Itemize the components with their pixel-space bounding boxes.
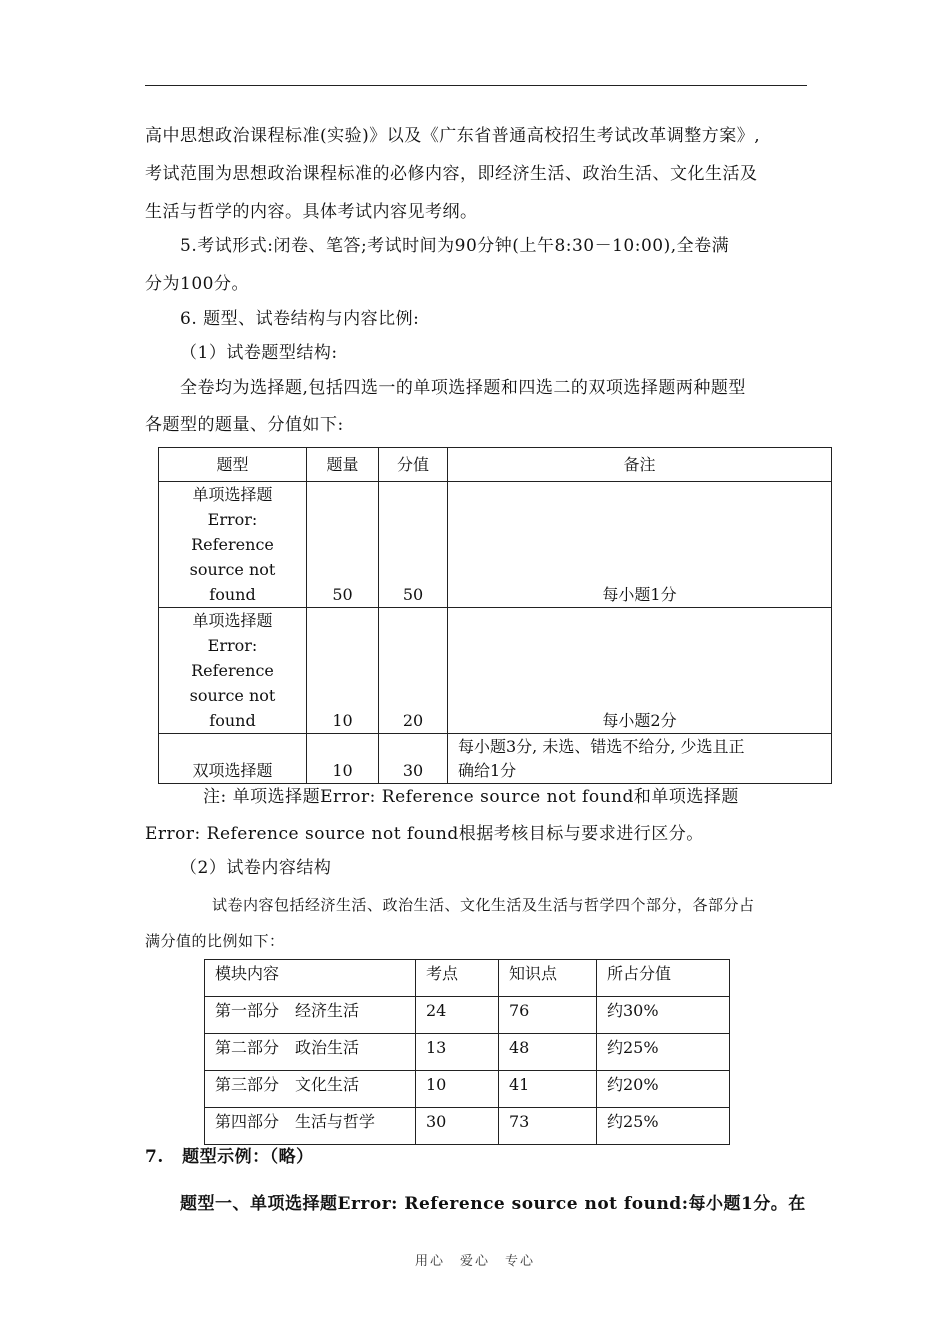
column-header: 备注 — [448, 448, 832, 482]
paragraph-line: 各题型的题量、分值如下: — [145, 415, 344, 435]
paragraph-line: 生活与哲学的内容。具体考试内容见考纲。 — [145, 202, 478, 222]
sub-heading: （2）试卷内容结构 — [180, 858, 332, 878]
table-header-row — [205, 960, 730, 997]
table-note: 注: 单项选择题Error: Reference source not found和单项选择题 — [203, 787, 739, 807]
knowledge-cell: 76 — [499, 997, 597, 1034]
score-cell: 20 — [379, 608, 448, 734]
share-cell: 约20% — [597, 1071, 730, 1108]
type-line: source not — [189, 686, 276, 705]
table-note: Error: Reference source not found根据考核目标与要求进行区分。 — [145, 824, 704, 844]
score-cell: 50 — [379, 482, 448, 608]
type-line: Error: — [207, 636, 258, 655]
score-cell: 30 — [379, 734, 448, 784]
header-rule — [145, 85, 807, 86]
knowledge-cell: 41 — [499, 1071, 597, 1108]
exam-format-line: 5.考试形式:闭卷、笔答;考试时间为90分钟(上午8:30－10:00),全卷满 — [180, 236, 730, 256]
table-row — [159, 734, 832, 784]
type-line: found — [209, 585, 256, 604]
table-row — [159, 482, 832, 608]
count-cell: 10 — [307, 734, 379, 784]
paragraph-line: 考试范围为思想政治课程标准的必修内容，即经济生活、政治生活、文化生活及 — [145, 164, 758, 184]
table-row — [205, 1108, 730, 1145]
column-header: 模块内容 — [205, 960, 416, 997]
share-cell: 约25% — [597, 1034, 730, 1071]
type-line: Reference — [191, 535, 274, 554]
column-header: 考点 — [416, 960, 499, 997]
question-type-table — [158, 447, 832, 784]
section-heading: 6. 题型、试卷结构与内容比例: — [180, 309, 420, 329]
section-title: 题型示例：（略） — [182, 1147, 314, 1167]
column-header: 题型 — [159, 448, 307, 482]
points-cell: 13 — [416, 1034, 499, 1071]
example-heading: 题型一、单项选择题Error: Reference source not found:每小题1分。在 — [180, 1194, 806, 1214]
column-header: 所占分值 — [597, 960, 730, 997]
question-type-cell: 双项选择题 — [159, 734, 307, 784]
column-header: 分值 — [379, 448, 448, 482]
section-heading — [145, 1147, 314, 1167]
knowledge-cell: 48 — [499, 1034, 597, 1071]
share-cell: 约25% — [597, 1108, 730, 1145]
paragraph-line: 分为100分。 — [145, 274, 249, 294]
type-line: found — [209, 711, 256, 730]
type-line: Error: — [207, 510, 258, 529]
type-line: 单项选择题 — [192, 611, 273, 630]
note-cell: 每小题1分 — [448, 482, 832, 608]
note-line: 每小题3分, 未选、错选不给分, 少选且正 — [458, 737, 745, 756]
table-row — [159, 608, 832, 734]
table-row — [205, 1034, 730, 1071]
table-row — [205, 997, 730, 1034]
module-cell: 第四部分 生活与哲学 — [205, 1108, 416, 1145]
count-cell: 10 — [307, 608, 379, 734]
module-cell: 第一部分 经济生活 — [205, 997, 416, 1034]
paragraph-line: 试卷内容包括经济生活、政治生活、文化生活及生活与哲学四个部分，各部分占 — [212, 896, 755, 914]
table-header-row — [159, 448, 832, 482]
section-number: 7. — [145, 1147, 164, 1167]
module-cell: 第三部分 文化生活 — [205, 1071, 416, 1108]
question-type-cell — [159, 608, 307, 734]
column-header: 题量 — [307, 448, 379, 482]
type-line: 单项选择题 — [192, 485, 273, 504]
points-cell: 24 — [416, 997, 499, 1034]
count-cell: 50 — [307, 482, 379, 608]
share-cell: 约30% — [597, 997, 730, 1034]
note-cell: 每小题2分 — [448, 608, 832, 734]
paragraph-line: 满分值的比例如下： — [145, 932, 285, 950]
page-footer: 用心 爱心 专心 — [414, 1254, 535, 1269]
paragraph-line: 高中思想政治课程标准(实验)》以及《广东省普通高校招生考试改革调整方案》, — [145, 126, 761, 146]
table-row — [205, 1071, 730, 1108]
points-cell: 30 — [416, 1108, 499, 1145]
type-line: source not — [189, 560, 276, 579]
module-cell: 第二部分 政治生活 — [205, 1034, 416, 1071]
type-line: Reference — [191, 661, 274, 680]
paragraph-line: 全卷均为选择题,包括四选一的单项选择题和四选二的双项选择题两种题型 — [180, 378, 746, 398]
column-header: 知识点 — [499, 960, 597, 997]
content-structure-table — [204, 959, 730, 1145]
note-cell — [448, 734, 832, 784]
sub-heading: （1）试卷题型结构: — [180, 343, 338, 363]
knowledge-cell: 73 — [499, 1108, 597, 1145]
question-type-cell — [159, 482, 307, 608]
note-line: 确给1分 — [458, 761, 517, 780]
points-cell: 10 — [416, 1071, 499, 1108]
